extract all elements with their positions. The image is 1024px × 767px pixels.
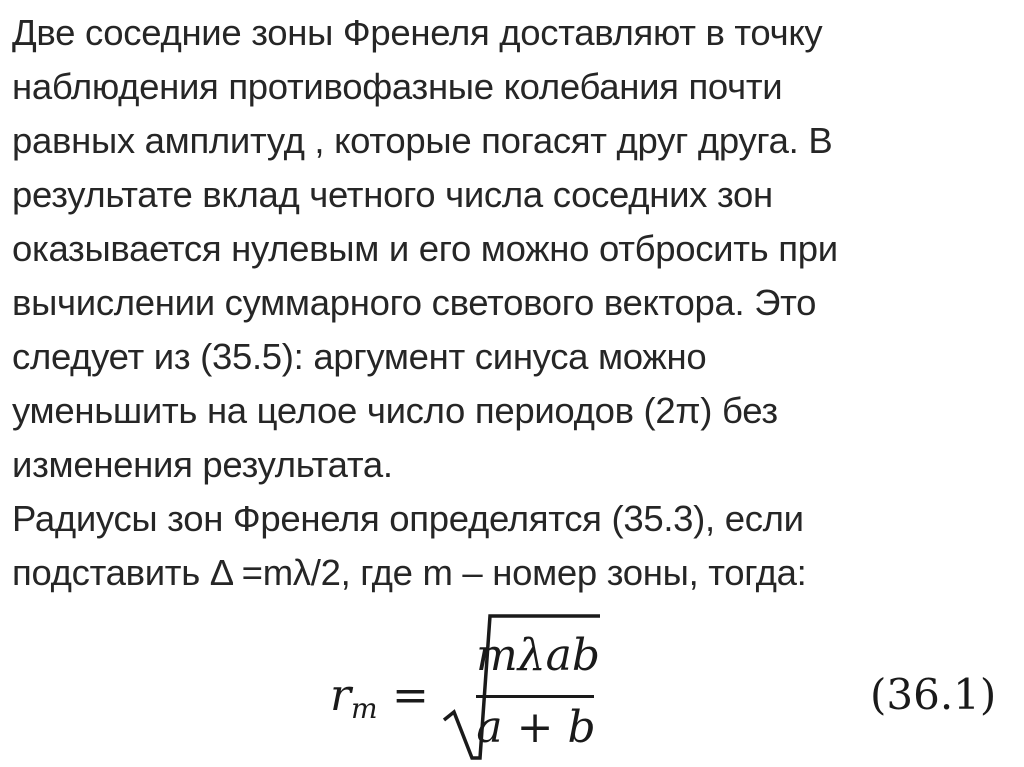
- formula-denominator: a + b: [476, 702, 596, 753]
- formula-lhs: [330, 670, 378, 725]
- formula-lhs-symbol: r: [330, 670, 352, 721]
- equation-number: (36.1): [870, 670, 997, 719]
- formula-numerator: mλab: [476, 630, 601, 681]
- fraction-bar: [476, 695, 594, 698]
- formula-lhs-subscript: m: [351, 692, 378, 725]
- formula-equals-sign: =: [392, 670, 429, 721]
- slide-body-text: [12, 6, 1017, 600]
- fresnel-radius-formula: [330, 612, 630, 762]
- paragraph-fresnel-zone-radius-intro: Радиусы зон Френеля определятся (35.3), если подставить Δ =mλ/2, где m – номер зоны, тогда:: [12, 498, 807, 593]
- paragraph-fresnel-zones-cancellation: Две соседние зоны Френеля доставляют в точку наблюдения противофазные колебания почти равных амплитуд , которые погасят друг друга. В результате вклад четного числа соседних зон оказывается нулевым и его можно отбросить при вычислении суммарного светового вектора. Это следует из (35.5): аргумент синуса можно уменьшить на целое число периодов (2π) без изменения результата.: [12, 12, 838, 485]
